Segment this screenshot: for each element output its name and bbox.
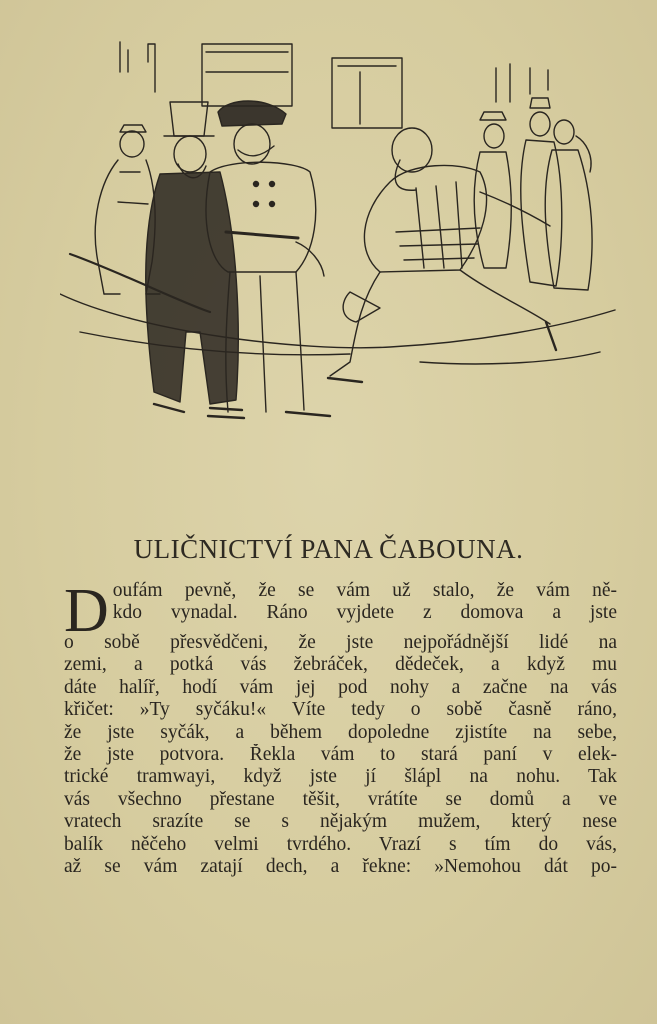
text-line: vás všechno přestane těšit, vrátíte se domů a ve — [64, 788, 617, 810]
chapter-body-text — [64, 580, 617, 878]
text-line: kdo vynadal. Ráno vyjdete z domova a jste — [112, 602, 617, 624]
chapter-title: ULIČNICTVÍ PANA ČABOUNA. — [133, 534, 524, 564]
street-scene-illustration — [60, 32, 620, 432]
text-line: oufám pevně, že se vám už stalo, že vám ně- — [112, 580, 617, 601]
text-line: že jste potvora. Řekla vám to stará paní v elek- — [64, 744, 617, 766]
opening-paragraph — [64, 580, 617, 632]
text-line: zemi, a potká vás žebráček, dědeček, a když mu — [64, 654, 617, 676]
text-line: vratech srazíte se s nějakým mužem, který nese — [64, 811, 617, 833]
text-line: o sobě přesvědčeni, že jste nejpořádnější lidé na — [64, 632, 617, 653]
drop-cap-letter: D — [64, 580, 109, 632]
text-line: balík něčeho velmi tvrdého. Vrazí s tím do vás, — [64, 833, 617, 855]
text-line: dáte halíř, hodí vám jej pod nohy a začne na vás — [64, 676, 617, 698]
text-line: křičet: »Ty syčáku!« Víte tedy o sobě časně ráno, — [64, 699, 617, 721]
text-line: trické tramwayi, když jste jí šlápl na nohu. Tak — [64, 766, 617, 788]
text-line: že jste syčák, a během dopoledne zjistíte na sebe, — [64, 721, 617, 743]
text-line: až se vám zatají dech, a řekne: »Nemohou dát po- — [64, 856, 617, 878]
